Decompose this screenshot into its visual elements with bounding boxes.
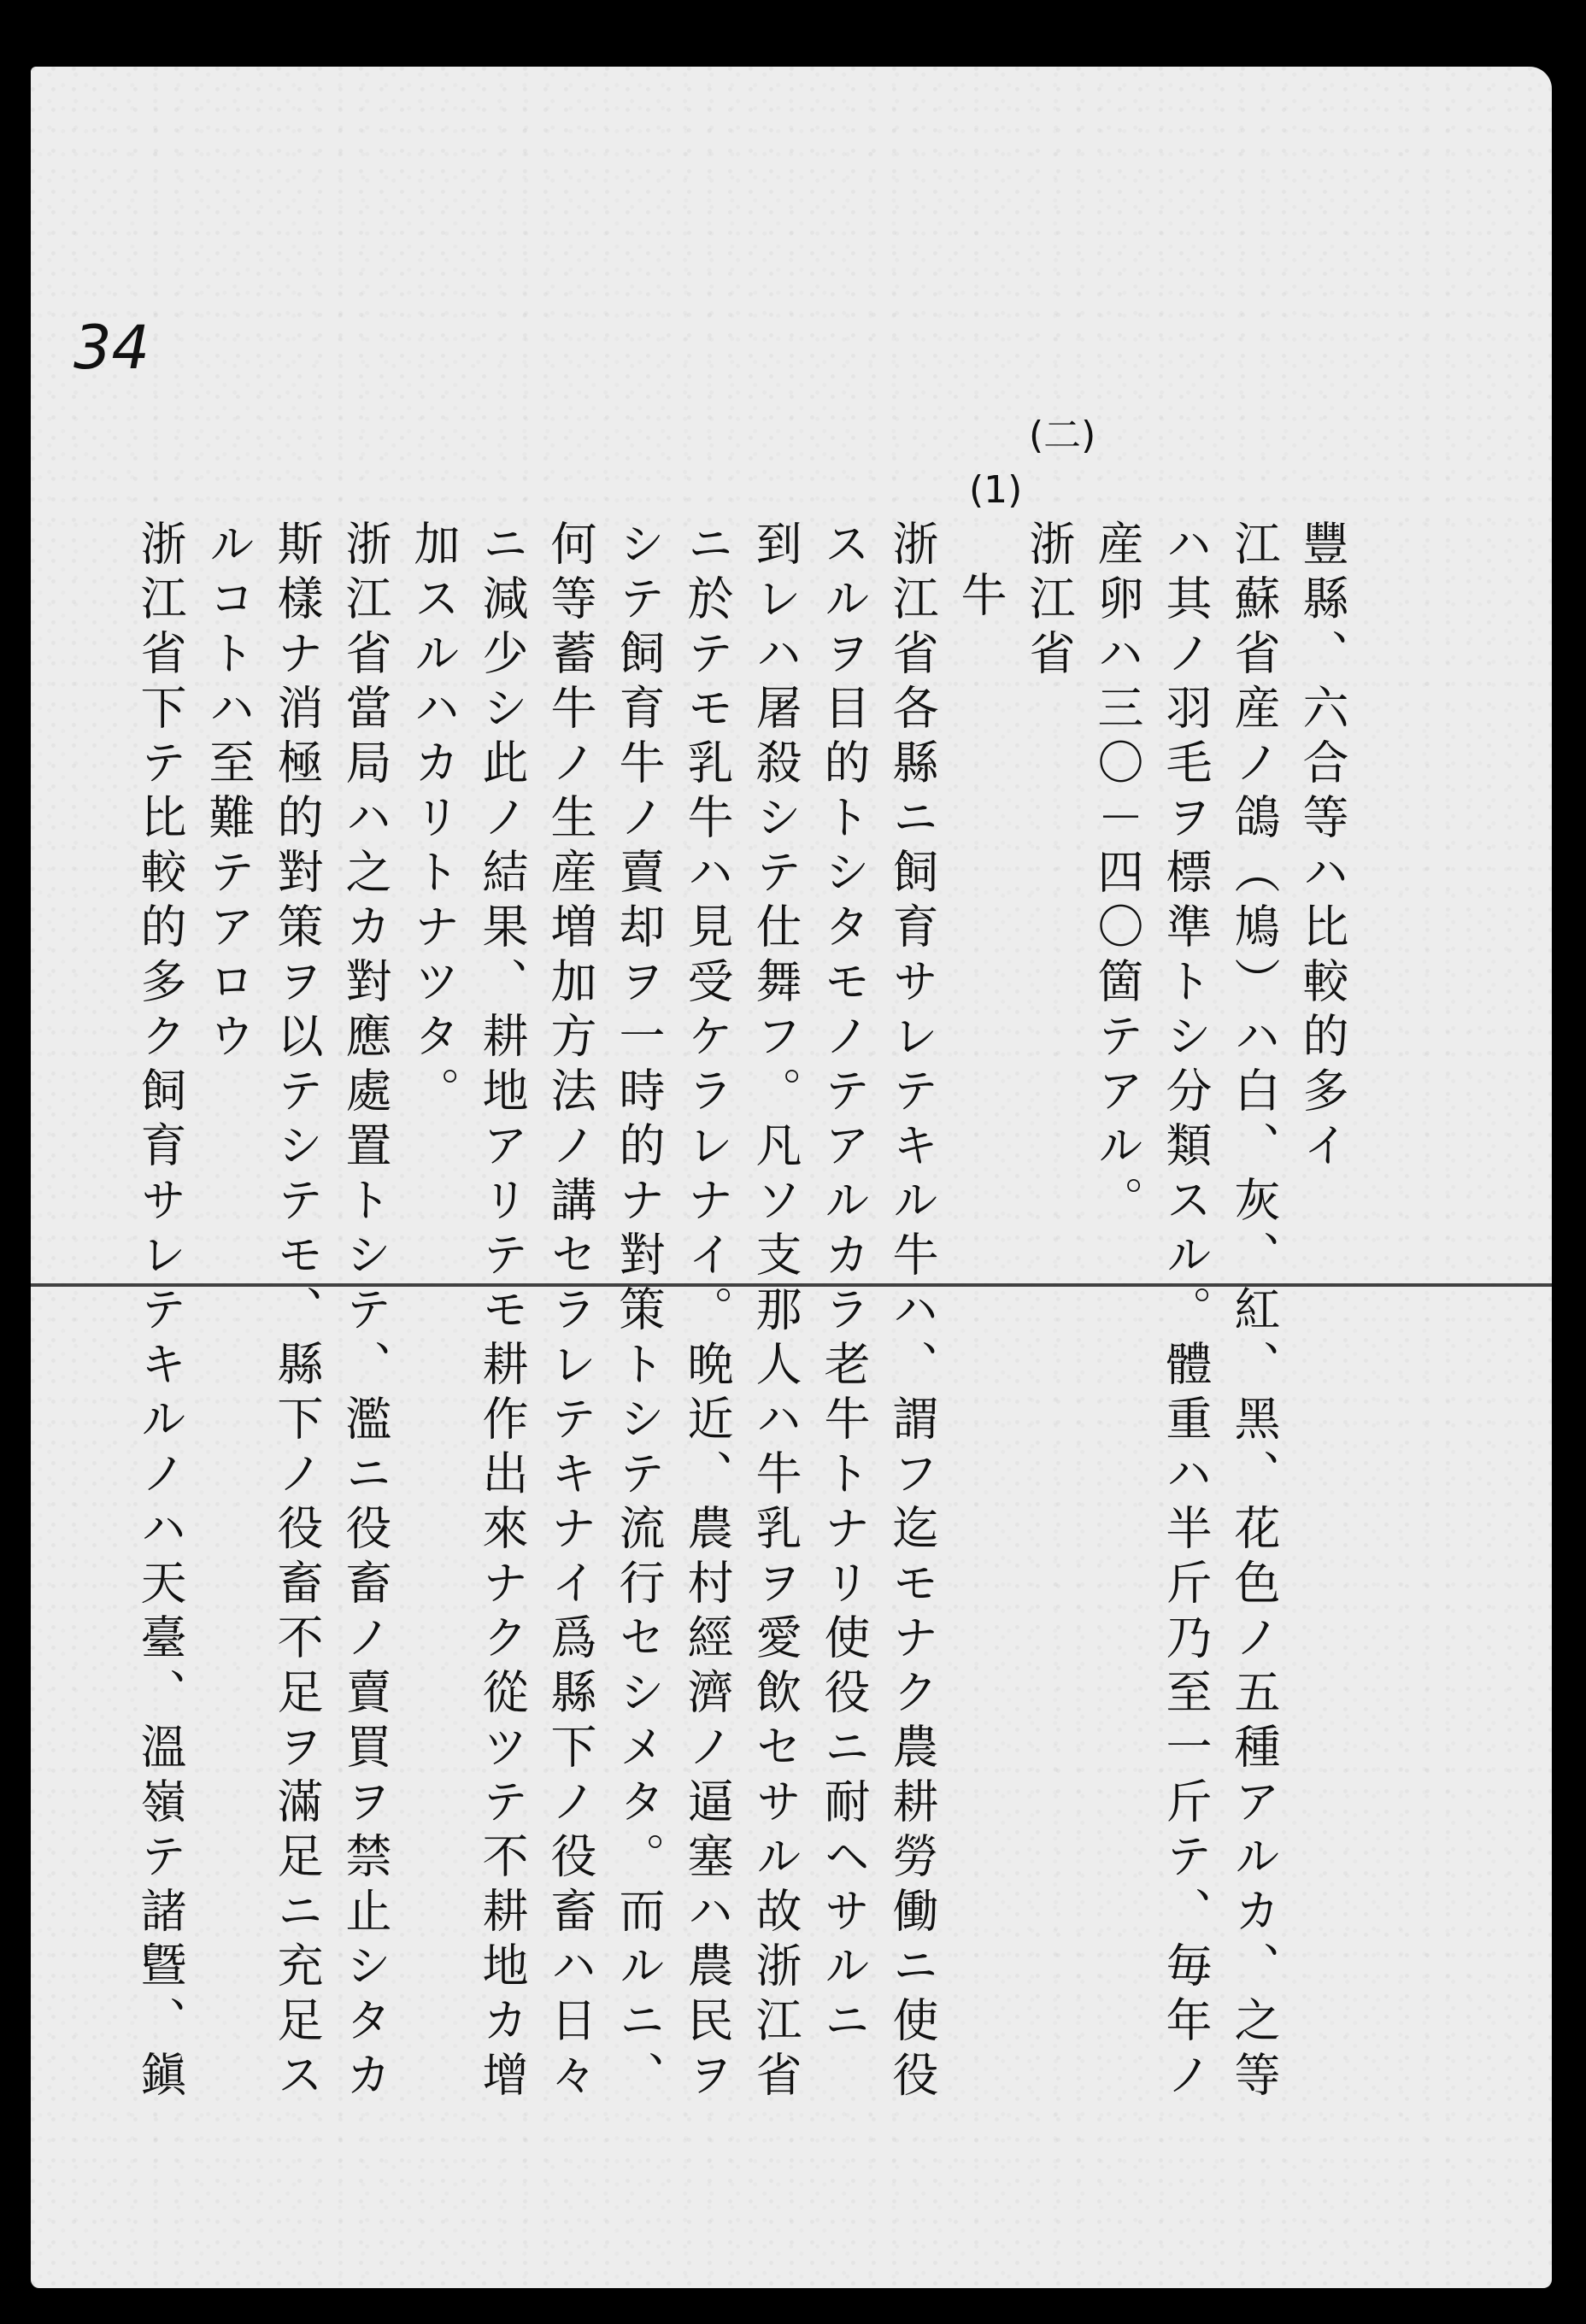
text-column-14: 加スルハカリトナツタ。: [407, 519, 461, 1121]
text-column-1: 豐縣、六合等ハ比較的多イ: [1295, 519, 1349, 1176]
text-column-6: 牛: [954, 571, 1007, 625]
text-column-7: 浙江省各縣ニ飼育サレテキル牛ハ、謂フ迄モナク農耕勞働ニ使役: [885, 519, 939, 2105]
text-column-16: 斯樣ナ消極的對策ヲ以テシテモ、縣下ノ役畜不足ヲ滿足ニ充足ス: [270, 519, 324, 2105]
text-column-2: 江蘇省産ノ鴿（鳩）ハ白、灰、紅、黑、花色ノ五種アルカ、之等: [1227, 519, 1281, 2105]
text-column-8: スルヲ目的トシタモノテアルカラ老牛トナリ使役ニ耐ヘサルニ: [817, 519, 871, 2051]
text-column-17: ルコトハ至難テアロウ: [202, 519, 256, 1066]
text-column-18: 浙江省下テ比較的多ク飼育サレテキルノハ天臺、溫嶺テ諸曁、鎭: [133, 519, 187, 2105]
section-marker-2: (二): [1029, 414, 1096, 457]
page-number: 34: [73, 313, 150, 383]
text-column-4: 産卵ハ三〇－四〇箇テアル。: [1090, 519, 1144, 1230]
text-column-11: シテ飼育牛ノ賣却ヲ一時的ナ對策トシテ流行セシメタ。而ルニ、: [612, 519, 666, 2105]
text-column-13: ニ減少シ此ノ結果、耕地アリテモ耕作出來ナク從ツテ不耕地カ增: [475, 519, 529, 2105]
text-column-10: ニ於テモ乳牛ハ見受ケラレナイ。晩近、農村經濟ノ逼塞ハ農民ヲ: [680, 519, 734, 2105]
subsection-marker-1: (1): [969, 468, 1023, 512]
document-page: [31, 67, 1552, 2288]
text-column-3: ハ其ノ羽毛ヲ標準トシ分類スル。體重ハ半斤乃至一斤テ、毎年ノ: [1159, 519, 1213, 2105]
text-column-12: 何等蓄牛ノ生産増加方法ノ講セラレテキナイ爲縣下ノ役畜ハ日々: [543, 519, 597, 2105]
text-column-5: 浙江省: [1022, 519, 1076, 684]
text-column-9: 到レハ屠殺シテ仕舞フ。凡ソ支那人ハ牛乳ヲ愛飲セサル故浙江省: [749, 519, 802, 2105]
text-column-15: 浙江省當局ハ之カ對應處置トシテ、濫ニ役畜ノ賣買ヲ禁止シタカ: [338, 519, 392, 2105]
